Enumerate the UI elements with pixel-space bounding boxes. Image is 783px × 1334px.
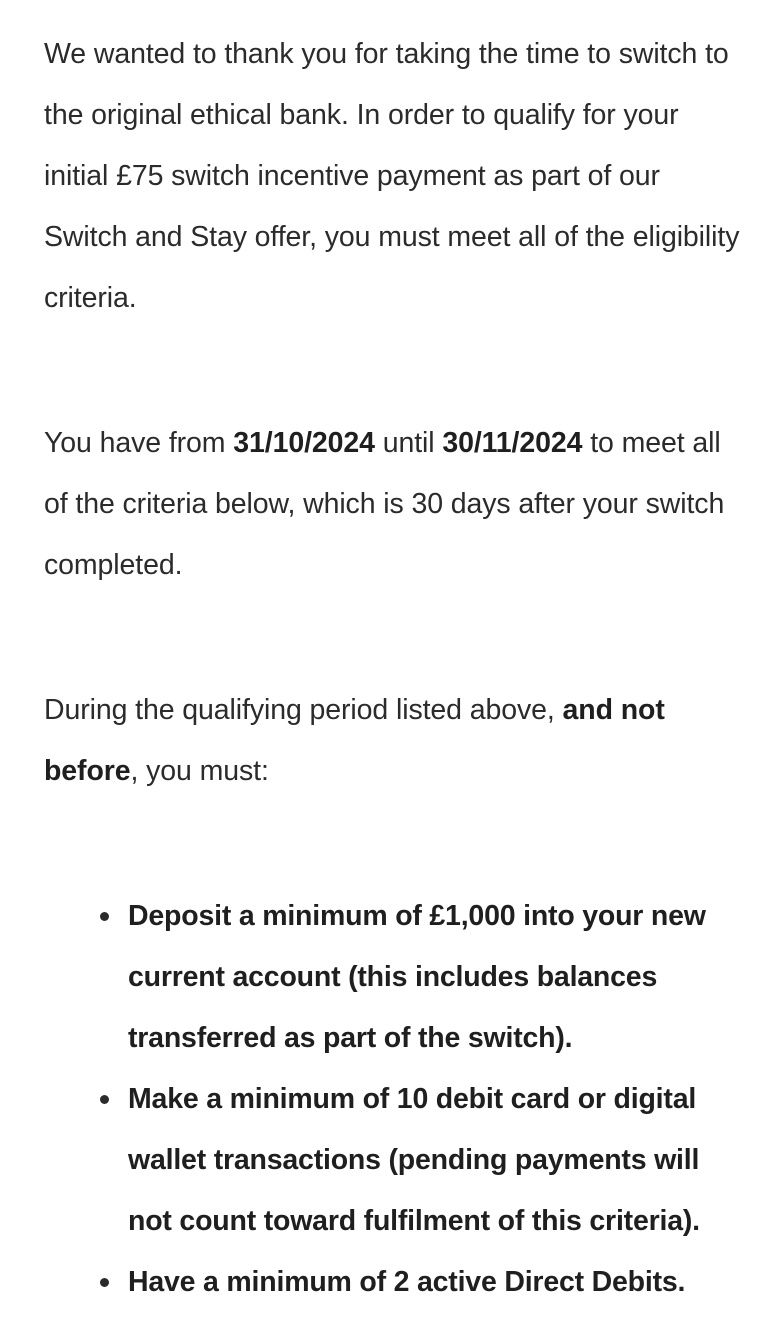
during-emphasis: and not before <box>44 694 665 787</box>
criteria-item-direct-debits <box>128 1252 744 1313</box>
end-date: 30/11/2024 <box>442 427 583 459</box>
email-body <box>44 24 744 1313</box>
criteria-text: Have a minimum of 2 active Direct Debits. <box>128 1266 686 1298</box>
criteria-text: Make a minimum of 10 debit card or digital wallet transactions (pending payments will not count toward fulfilment of this criteria). <box>128 1083 700 1237</box>
criteria-item-transactions <box>128 1069 744 1252</box>
dates-prefix: You have from <box>44 427 234 459</box>
criteria-item-deposit <box>128 886 744 1069</box>
during-suffix: , you must: <box>130 755 269 787</box>
start-date: 31/10/2024 <box>233 427 375 459</box>
dates-suffix: to meet all of the criteria below, which is 30 days after your switch completed. <box>44 427 725 581</box>
dates-middle: until <box>374 427 443 459</box>
requirements-intro-paragraph <box>44 680 744 802</box>
during-prefix: During the qualifying period listed above, <box>44 694 563 726</box>
criteria-list <box>44 886 744 1313</box>
qualifying-dates-paragraph <box>44 413 744 596</box>
bullet-icon <box>100 1095 109 1104</box>
bullet-icon <box>100 912 109 921</box>
criteria-text: Deposit a minimum of £1,000 into your new current account (this includes balances transferred as part of the switch). <box>128 900 706 1054</box>
intro-paragraph: We wanted to thank you for taking the time to switch to the original ethical bank. In order to qualify for your initial £75 switch incentive payment as part of our Switch and Stay offer, you must meet all of the eligibility criteria. <box>44 38 740 314</box>
bullet-icon <box>100 1278 109 1287</box>
